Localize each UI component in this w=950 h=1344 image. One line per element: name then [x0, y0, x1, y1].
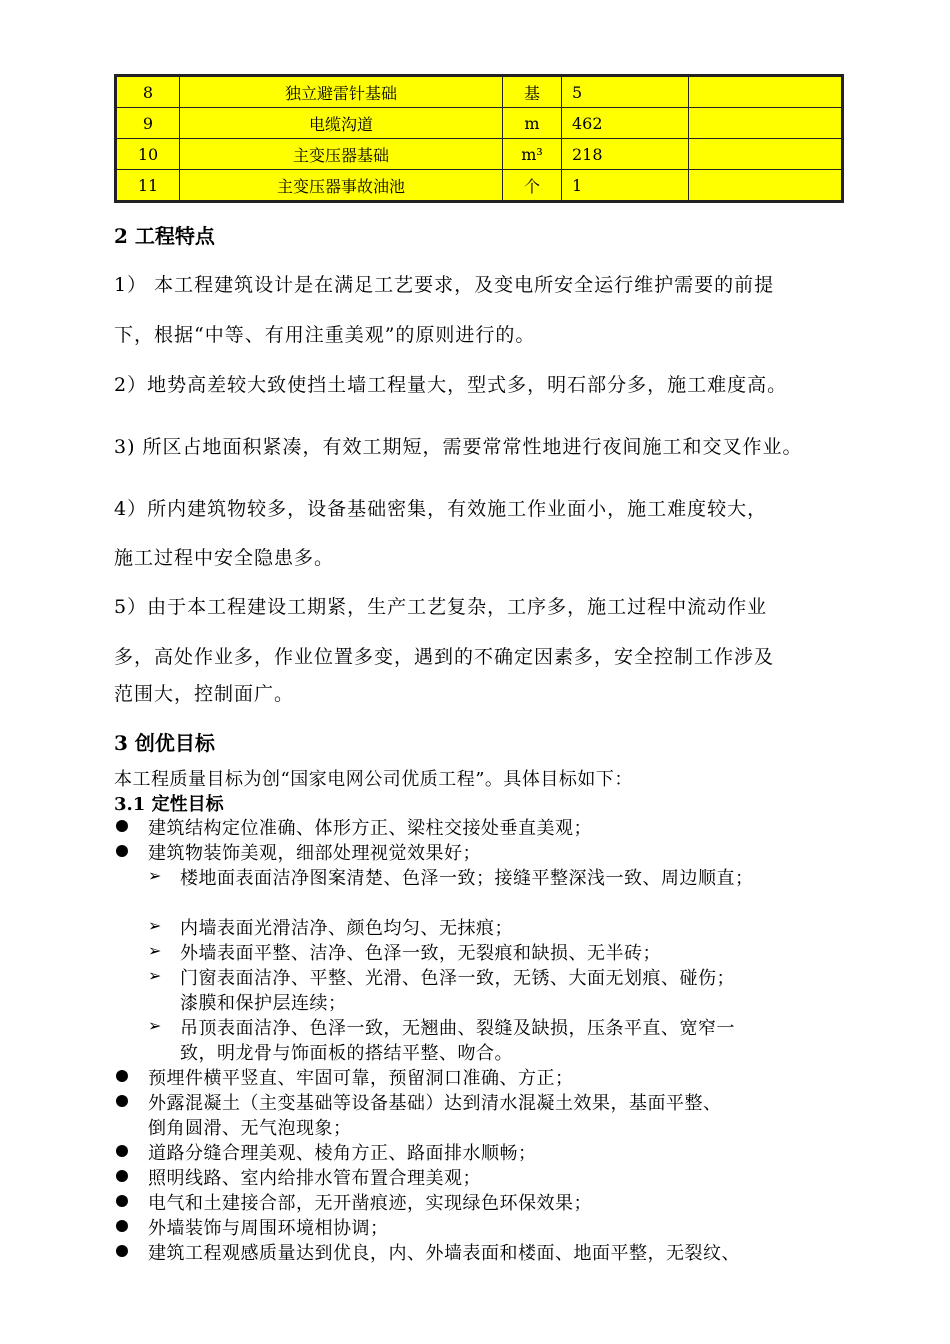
bullet-icon: [116, 1145, 128, 1157]
item-quantity: 218: [562, 139, 689, 170]
bullet-icon: [116, 845, 128, 857]
paragraph-line: 3) 所区占地面积紧凑，有效工期短，需要常常性地进行夜间施工和交叉作业。: [114, 436, 803, 458]
quantity-table: [114, 74, 844, 203]
list-item: 内墙表面光滑洁净、颜色均匀、无抹痕；: [180, 918, 513, 939]
bullet-icon: [116, 1070, 128, 1082]
row-number: 10: [116, 139, 180, 170]
list-item: 道路分缝合理美观、棱角方正、路面排水顺畅；: [148, 1143, 537, 1164]
list-item: 建筑物装饰美观，细部处理视觉效果好；: [148, 843, 481, 864]
table-row: [116, 108, 843, 139]
table-row: [116, 170, 843, 202]
row-number: 9: [116, 108, 180, 139]
list-item: 吊顶表面洁净、色泽一致，无翘曲、裂缝及缺损，压条平直、宽窄一: [180, 1018, 735, 1039]
item-note: [689, 108, 843, 139]
list-item-continuation: 倒角圆滑、无气泡现象；: [148, 1118, 352, 1139]
item-unit: m: [503, 108, 562, 139]
intro-line: 本工程质量目标为创“国家电网公司优质工程”。具体目标如下：: [114, 769, 633, 790]
bullet-icon: [116, 1095, 128, 1107]
list-item: 电气和土建接合部，无开凿痕迹，实现绿色环保效果；: [148, 1193, 592, 1214]
section-heading: 3 创优目标: [114, 731, 215, 755]
item-quantity: 1: [562, 170, 689, 202]
arrow-bullet-icon: ➢: [148, 866, 162, 885]
bullet-icon: [116, 820, 128, 832]
arrow-bullet-icon: ➢: [148, 1016, 162, 1035]
item-name: 主变压器事故油池: [180, 170, 503, 202]
paragraph-line: 5）由于本工程建设工期紧，生产工艺复杂，工序多，施工过程中流动作业: [114, 596, 768, 618]
item-name: 电缆沟道: [180, 108, 503, 139]
paragraph-line: 1） 本工程建筑设计是在满足工艺要求，及变电所安全运行维护需要的前提: [114, 274, 775, 296]
bullet-icon: [116, 1220, 128, 1232]
item-name: 主变压器基础: [180, 139, 503, 170]
list-item: 外墙装饰与周围环境相协调；: [148, 1218, 389, 1239]
arrow-bullet-icon: ➢: [148, 966, 162, 985]
list-item: 外露混凝土（主变基础等设备基础）达到清水混凝土效果，基面平整、: [148, 1093, 722, 1114]
table-row: [116, 139, 843, 170]
item-unit: 基: [503, 76, 562, 108]
row-number: 11: [116, 170, 180, 202]
table-row: [116, 76, 843, 108]
list-item: 预埋件横平竖直、牢固可靠，预留洞口准确、方正；: [148, 1068, 574, 1089]
list-item: 建筑工程观感质量达到优良，内、外墙表面和楼面、地面平整，无裂纹、: [148, 1243, 740, 1264]
sub-heading: 3.1 定性目标: [114, 794, 224, 815]
arrow-bullet-icon: ➢: [148, 941, 162, 960]
bullet-icon: [116, 1195, 128, 1207]
list-item: 楼地面表面洁净图案清楚、色泽一致；接缝平整深浅一致、周边顺直；: [180, 868, 754, 889]
arrow-bullet-icon: ➢: [148, 916, 162, 935]
paragraph-line: 4）所内建筑物较多，设备基础密集，有效施工作业面小，施工难度较大，: [114, 498, 768, 520]
bullet-icon: [116, 1245, 128, 1257]
paragraph-line: 多，高处作业多，作业位置多变，遇到的不确定因素多，安全控制工作涉及: [114, 646, 775, 668]
item-name: 独立避雷针基础: [180, 76, 503, 108]
item-note: [689, 76, 843, 108]
item-note: [689, 170, 843, 202]
item-unit: 个: [503, 170, 562, 202]
bullet-icon: [116, 1170, 128, 1182]
item-note: [689, 139, 843, 170]
list-item-continuation: 漆膜和保护层连续；: [180, 993, 347, 1014]
paragraph-line: 下，根据“中等、有用注重美观”的原则进行的。: [114, 324, 536, 346]
list-item: 外墙表面平整、洁净、色泽一致，无裂痕和缺损、无半砖；: [180, 943, 661, 964]
list-item: 建筑结构定位准确、体形方正、梁柱交接处垂直美观；: [148, 818, 592, 839]
list-item-continuation: 致，明龙骨与饰面板的搭结平整、吻合。: [180, 1043, 513, 1064]
list-item: 照明线路、室内给排水管布置合理美观；: [148, 1168, 481, 1189]
item-unit: m³: [503, 139, 562, 170]
paragraph-line: 范围大，控制面广。: [114, 683, 295, 705]
item-quantity: 462: [562, 108, 689, 139]
paragraph-line: 2）地势高差较大致使挡土墙工程量大，型式多，明石部分多，施工难度高。: [114, 374, 788, 396]
item-quantity: 5: [562, 76, 689, 108]
paragraph-line: 施工过程中安全隐患多。: [114, 547, 335, 569]
list-item: 门窗表面洁净、平整、光滑、色泽一致，无锈、大面无划痕、碰伤；: [180, 968, 735, 989]
section-heading: 2 工程特点: [114, 224, 215, 248]
row-number: 8: [116, 76, 180, 108]
